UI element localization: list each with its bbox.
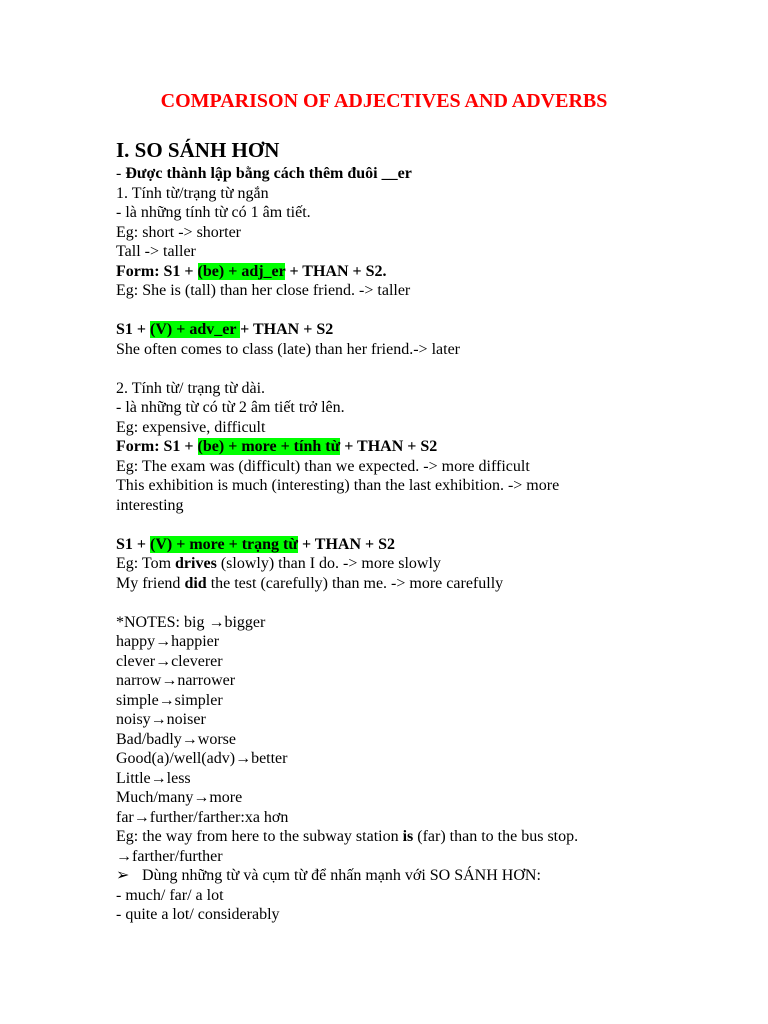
blank-line <box>116 359 578 379</box>
long-adj-form: Form: S1 + (be) + more + tính từ + THAN + S2 <box>116 438 438 455</box>
long-adv-form: S1 + (V) + more + trạng từ + THAN + S2 <box>116 535 396 553</box>
note-line: happy→happier <box>116 633 220 650</box>
emphasis-bullet-line: ➢ Dùng những từ và cụm từ để nhấn mạnh với SO SÁNH HƠN: <box>116 867 541 884</box>
highlight: (V) + more + trạng từ <box>150 535 298 553</box>
section-heading: I. SO SÁNH HƠN <box>116 138 280 162</box>
note-line: Bad/badly→worse <box>116 730 236 748</box>
intro-line: - Được thành lập bằng cách thêm đuôi __er <box>116 165 412 182</box>
note-line: narrow→narrower <box>116 672 236 689</box>
short-adj-form-example: Eg: She is (tall) than her close friend. -> taller <box>116 282 411 299</box>
short-example-1: Eg: short -> shorter <box>116 223 241 241</box>
long-adj-form-example-2: This exhibition is much (interesting) than the last exhibition. -> more <box>116 477 560 494</box>
note-line: Little→less <box>116 769 191 787</box>
blank-line <box>116 515 578 535</box>
arrow-bullet-icon: ➢ <box>116 867 130 884</box>
emphasis-item: - quite a lot/ considerably <box>116 906 280 923</box>
highlight: (be) + adj_er <box>197 262 286 280</box>
note-line: simple→simpler <box>116 691 223 709</box>
short-adv-form: S1 + (V) + adv_er + THAN + S2 <box>116 321 334 338</box>
note-line: *NOTES: big →bigger <box>116 613 266 631</box>
long-adj-form-example-1: Eg: The exam was (difficult) than we expected. -> more difficult <box>116 457 530 475</box>
document-title: COMPARISON OF ADJECTIVES AND ADVERBS <box>160 90 608 112</box>
long-adv-form-example-1: Eg: Tom drives (slowly) than I do. -> more slowly <box>116 555 441 572</box>
blank-line <box>116 593 578 613</box>
long-adj-form-example-2-cont: interesting <box>116 496 184 514</box>
document-body <box>116 164 578 925</box>
short-example-2: Tall -> taller <box>116 243 196 260</box>
highlight: (V) + adv_er <box>150 321 241 338</box>
note-line: far→further/farther:xa hơn <box>116 808 289 826</box>
note-line: clever→cleverer <box>116 652 223 670</box>
far-example-cont: →farther/further <box>116 847 223 865</box>
short-desc: - là những tính từ có 1 âm tiết. <box>116 204 311 221</box>
long-adv-form-example-2: My friend did the test (carefully) than me. -> more carefully <box>116 574 504 592</box>
short-header: 1. Tính từ/trạng từ ngắn <box>116 184 269 202</box>
short-adv-form-example: She often comes to class (late) than her friend.-> later <box>116 340 460 358</box>
far-example: Eg: the way from here to the subway station is (far) than to the bus stop. <box>116 828 579 845</box>
highlight: (be) + more + tính từ <box>197 438 341 455</box>
emphasis-item: - much/ far/ a lot <box>116 886 224 904</box>
note-line: noisy→noiser <box>116 711 206 728</box>
long-example: Eg: expensive, difficult <box>116 418 266 436</box>
long-header: 2. Tính từ/ trạng từ dài. <box>116 379 266 397</box>
long-desc: - là những từ có từ 2 âm tiết trở lên. <box>116 399 345 416</box>
blank-line <box>116 301 578 321</box>
note-line: Good(a)/well(adv)→better <box>116 750 288 767</box>
short-adj-form: Form: S1 + (be) + adj_er + THAN + S2. <box>116 262 387 280</box>
note-line: Much/many→more <box>116 789 243 806</box>
